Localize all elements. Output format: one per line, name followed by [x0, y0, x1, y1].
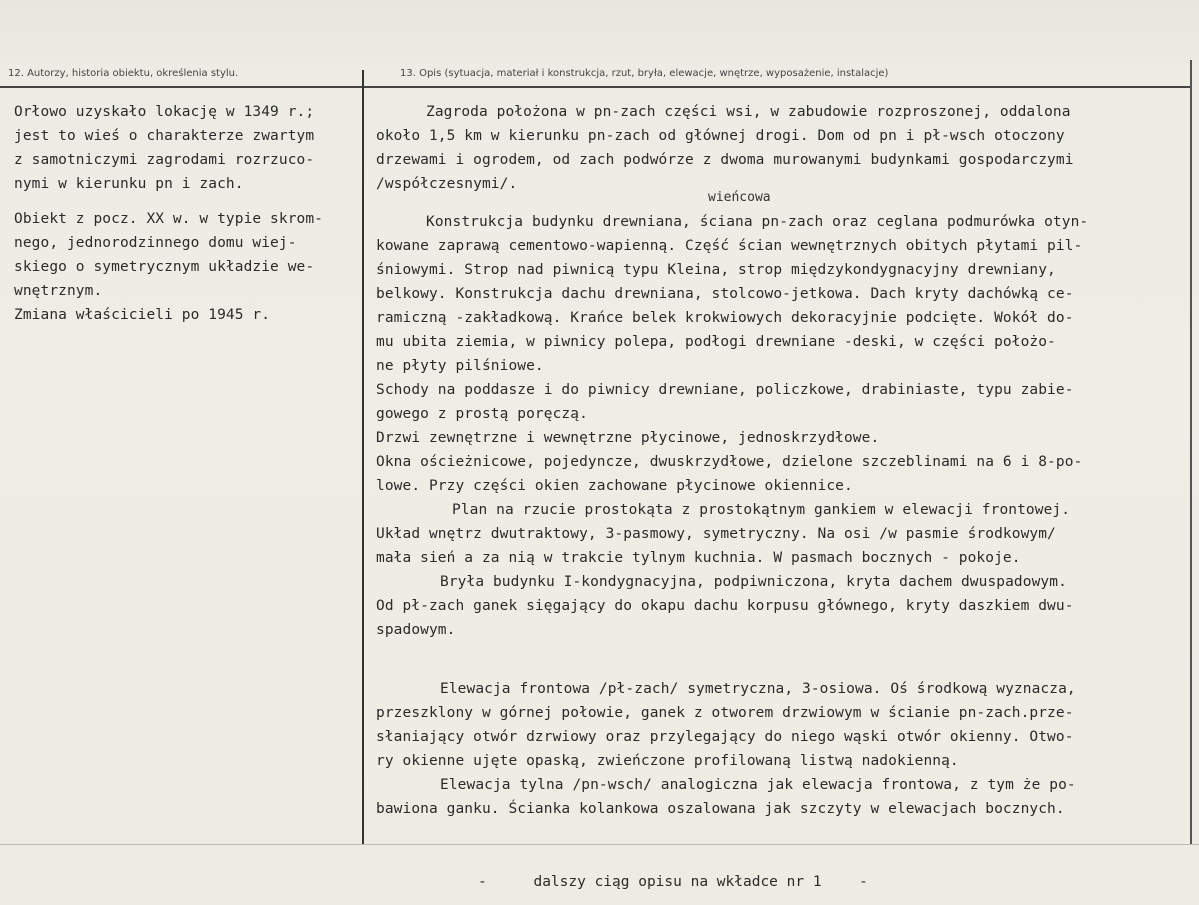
section-13-header: 13. Opis (sytuacja, materiał i konstrukcja, rzut, bryła, elewacje, wnętrze, wyposażenie, instalacje) — [400, 68, 889, 79]
text-line: mu ubita ziemia, w piwnicy polepa, podłogi drewniane -deski, w części położo- — [376, 334, 1056, 350]
text-line: ne płyty pilśniowe. — [376, 358, 544, 374]
text-line: słaniający otwór dzrwiowy oraz przylegający do niego wąski otwór okienny. Otwo- — [376, 729, 1074, 745]
text-line: Od pł-zach ganek sięgający do okapu dachu korpusu głównego, kryty daszkiem dwu- — [376, 598, 1074, 614]
text-line: bawiona ganku. Ścianka kolankowa oszalowana jak szczyty w elewacjach bocznych. — [376, 801, 1065, 817]
description-column — [376, 100, 1186, 821]
text-line: ry okienne ujęte opaską, zwieńczone profilowaną listwą nadokienną. — [376, 753, 959, 769]
text-line: przeszklony w górnej połowie, ganek z otworem drzwiowym w ścianie pn-zach.prze- — [376, 705, 1074, 721]
history-column — [14, 100, 364, 327]
text-line: gowego z prostą poręczą. — [376, 406, 588, 422]
handwritten-insert: wieńcowa — [708, 190, 771, 205]
text-line: Orłowo uzyskało lokację w 1349 r.; — [14, 104, 315, 120]
text-line: lowe. Przy części okien zachowane płycinowe okiennice. — [376, 478, 853, 494]
header-divider — [0, 86, 1190, 88]
text-line: ramiczną -zakładkową. Krańce belek krokwiowych dekoracyjnie podcięte. Wokół do- — [376, 310, 1074, 326]
text-line: Zmiana właścicieli po 1945 r. — [14, 307, 271, 323]
dash-left: - — [478, 874, 487, 890]
text-line: spadowym. — [376, 622, 456, 638]
text-line: drzewami i ogrodem, od zach podwórze z dwoma murowanymi budynkami gospodarczymi — [376, 152, 1074, 168]
text-line: Schody na poddasze i do piwnicy drewniane, policzkowe, drabiniaste, typu zabie- — [376, 382, 1074, 398]
text-line: około 1,5 km w kierunku pn-zach od głównej drogi. Dom od pn i pł-wsch otoczony — [376, 128, 1065, 144]
text-line: Elewacja frontowa /pł-zach/ symetryczna, 3-osiowa. Oś środkową wyznacza, — [440, 681, 1076, 697]
text-line: Konstrukcja budynku drewniana, ściana pn-zach oraz ceglana podmurówka otyn- — [426, 214, 1089, 230]
continuation-note — [478, 874, 868, 890]
text-line: nymi w kierunku pn i zach. — [14, 176, 244, 192]
text-line: Okna ościeżnicowe, pojedyncze, dwuskrzydłowe, dzielone szczeblinami na 6 i 8-po- — [376, 454, 1083, 470]
text-line: /współczesnymi/. — [376, 176, 518, 192]
continuation-text: dalszy ciąg opisu na wkładce nr 1 — [533, 874, 822, 890]
section-12-header: 12. Autorzy, historia obiektu, określenia stylu. — [8, 68, 239, 79]
text-line: Elewacja tylna /pn-wsch/ analogiczna jak elewacja frontowa, z tym że po- — [440, 777, 1076, 793]
text-line: Układ wnętrz dwutraktowy, 3-pasmowy, symetryczny. Na osi /w pasmie środkowym/ — [376, 526, 1056, 542]
text-line: kowane zaprawą cementowo-wapienną. Część ścian wewnętrznych obitych płytami pil- — [376, 238, 1083, 254]
text-line: wnętrznym. — [14, 283, 103, 299]
page-top-margin — [0, 0, 1199, 64]
text-line: Plan na rzucie prostokąta z prostokątnym gankiem w elewacji frontowej. — [452, 502, 1071, 518]
text-line: Obiekt z pocz. XX w. w typie skrom- — [14, 211, 324, 227]
text-line: belkowy. Konstrukcja dachu drewniana, stolcowo-jetkowa. Dach kryty dachówką ce- — [376, 286, 1074, 302]
text-line: śniowymi. Strop nad piwnicą typu Kleina, strop międzykondygnacyjny drewniany, — [376, 262, 1056, 278]
text-line: Bryła budynku I-kondygnacyjna, podpiwniczona, kryta dachem dwuspadowym. — [440, 574, 1067, 590]
text-line: mała sień a za nią w trakcie tylnym kuchnia. W pasmach bocznych - pokoje. — [376, 550, 1021, 566]
text-line: Drzwi zewnętrzne i wewnętrzne płycinowe, jednoskrzydłowe. — [376, 430, 880, 446]
dash-right: - — [859, 874, 868, 890]
text-line: Zagroda położona w pn-zach części wsi, w zabudowie rozproszonej, oddalona — [426, 104, 1071, 120]
text-line: nego, jednorodzinnego domu wiej- — [14, 235, 297, 251]
form-bottom-edge — [0, 844, 1199, 845]
right-border — [1190, 60, 1192, 845]
text-line: z samotniczymi zagrodami rozrzuco- — [14, 152, 315, 168]
text-line: skiego o symetrycznym układzie we- — [14, 259, 315, 275]
text-line: jest to wieś o charakterze zwartym — [14, 128, 315, 144]
